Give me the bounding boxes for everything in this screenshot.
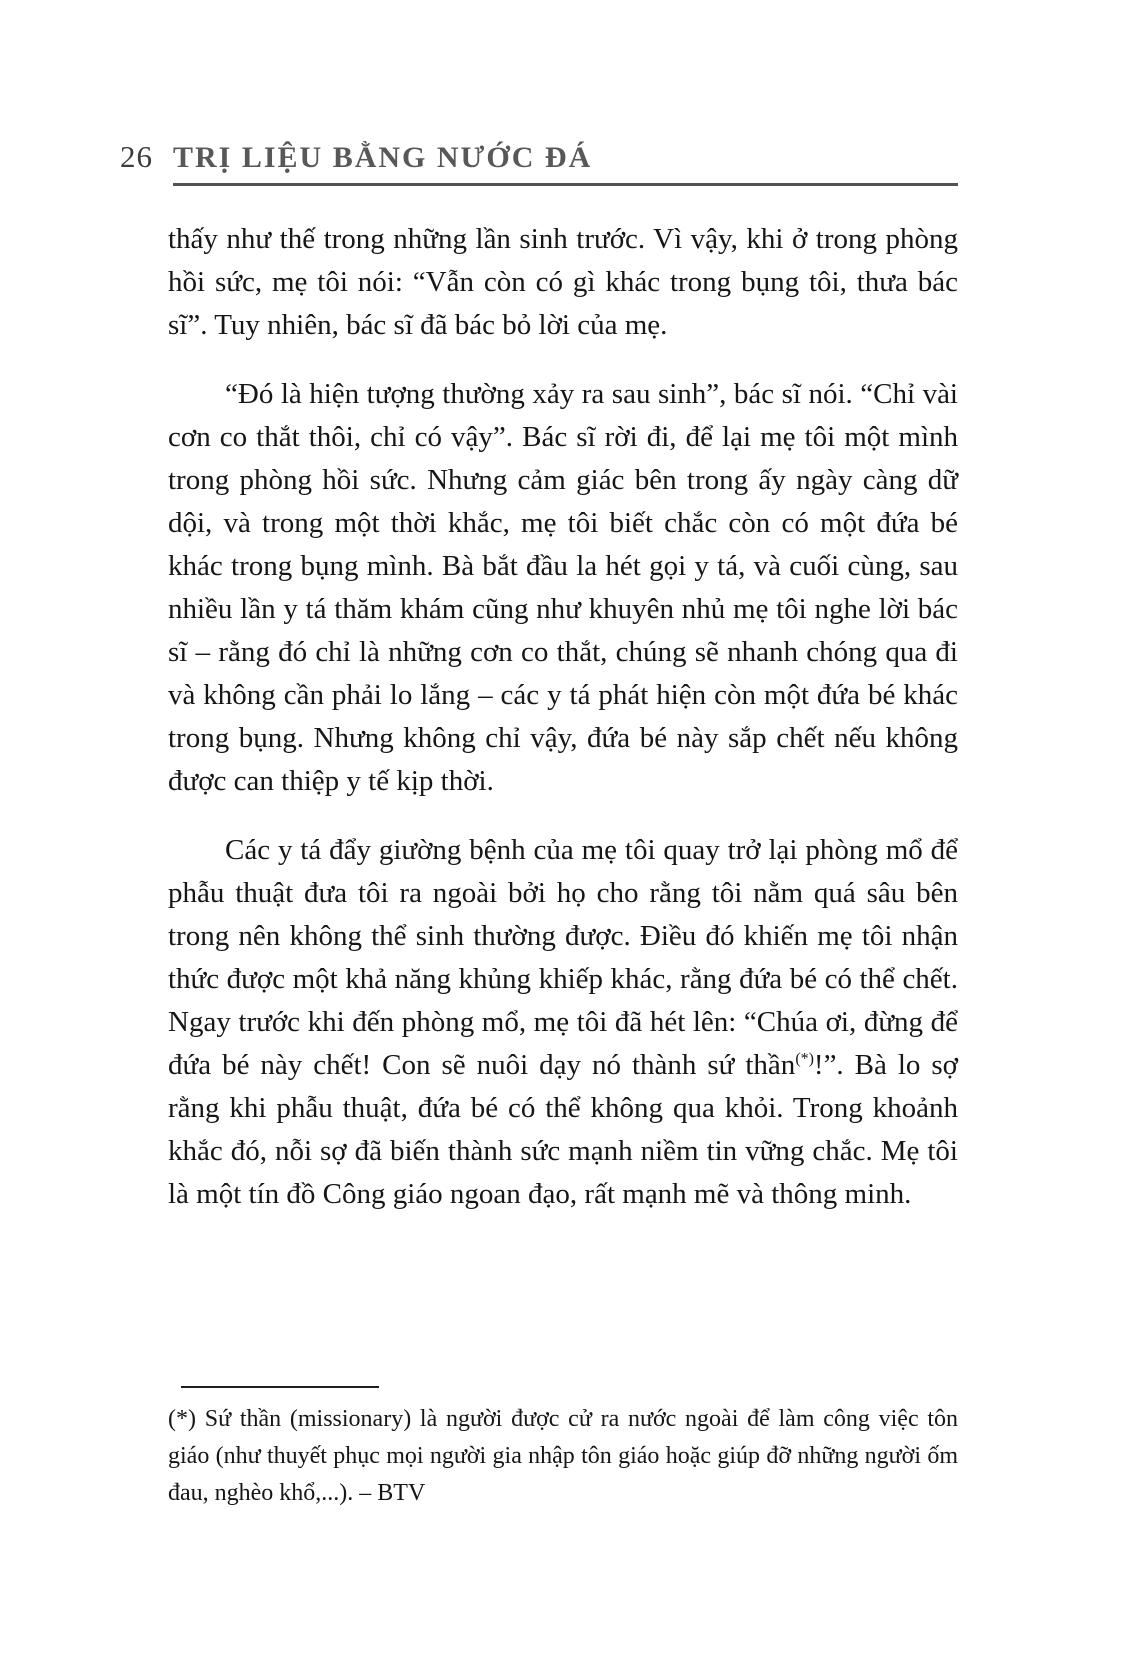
page-number: 26 (120, 139, 153, 174)
footnote-marker: (*) (795, 1050, 814, 1068)
footnote (168, 1386, 958, 1512)
paragraph-1: thấy như thế trong những lần sinh trước. Vì vậy, khi ở trong phòng hồi sức, mẹ tôi nói: “Vẫn còn có gì khác trong bụng tôi, thưa bác sĩ”. Tuy nhiên, bác sĩ đã bác bỏ lời của mẹ. (168, 223, 958, 341)
paragraph-2: “Đó là hiện tượng thường xảy ra sau sinh”, bác sĩ nói. “Chỉ vài cơn co thắt thôi, chỉ có vậy”. Bác sĩ rời đi, để lại mẹ tôi một mình trong phòng hồi sức. Nhưng cảm giác bên trong ấy ngày càng dữ dội, và trong một thời khắc, mẹ tôi biết chắc còn có một đứa bé khác trong bụng mình. Bà bắt đầu la hét gọi y tá, và cuối cùng, sau nhiều lần y tá thăm khám cũng như khuyên nhủ mẹ tôi nghe lời bác sĩ – rằng đó chỉ là những cơn co thắt, chúng sẽ nhanh chóng qua đi và không cần phải lo lắng – các y tá phát hiện còn một đứa bé khác trong bụng. Nhưng không chỉ vậy, đứa bé này sắp chết nếu không được can thiệp y tế kịp thời. (168, 378, 958, 797)
running-header-title: TRỊ LIỆU BẰNG NƯỚC ĐÁ (173, 141, 958, 186)
footnote-text: (*) Sứ thần (missionary) là người được cử ra nước ngoài để làm công việc tôn giáo (như thuyết phục mọi người gia nhập tôn giáo hoặc giúp đỡ những người ốm đau, nghèo khổ,...). – BTV (168, 1406, 958, 1506)
body-text (168, 218, 958, 1242)
paragraph-3 (168, 829, 958, 1216)
paragraph-3-text-before-marker: Các y tá đẩy giường bệnh của mẹ tôi quay trở lại phòng mổ để phẫu thuật đưa tôi ra ngoài bởi họ cho rằng tôi nằm quá sâu bên trong nên không thể sinh thường được. Điều đó khiến mẹ tôi nhận thức được một khả năng khủng khiếp khác, rằng đứa bé có thể chết. Ngay trước khi đến phòng mổ, mẹ tôi đã hét lên: “Chúa ơi, đừng để đứa bé này chết! Con sẽ nuôi dạy nó thành sứ thần (168, 834, 958, 1081)
running-header (120, 139, 958, 186)
footnote-divider (181, 1386, 379, 1388)
paragraph-3-text-after-marker: !”. Bà lo sợ rằng khi phẫu thuật, đứa bé có thể không qua khỏi. Trong khoảnh khắc đó, nỗi sợ đã biến thành sức mạnh niềm tin vững chắc. Mẹ tôi là một tín đồ Công giáo ngoan đạo, rất mạnh mẽ và thông minh. (168, 1049, 959, 1210)
